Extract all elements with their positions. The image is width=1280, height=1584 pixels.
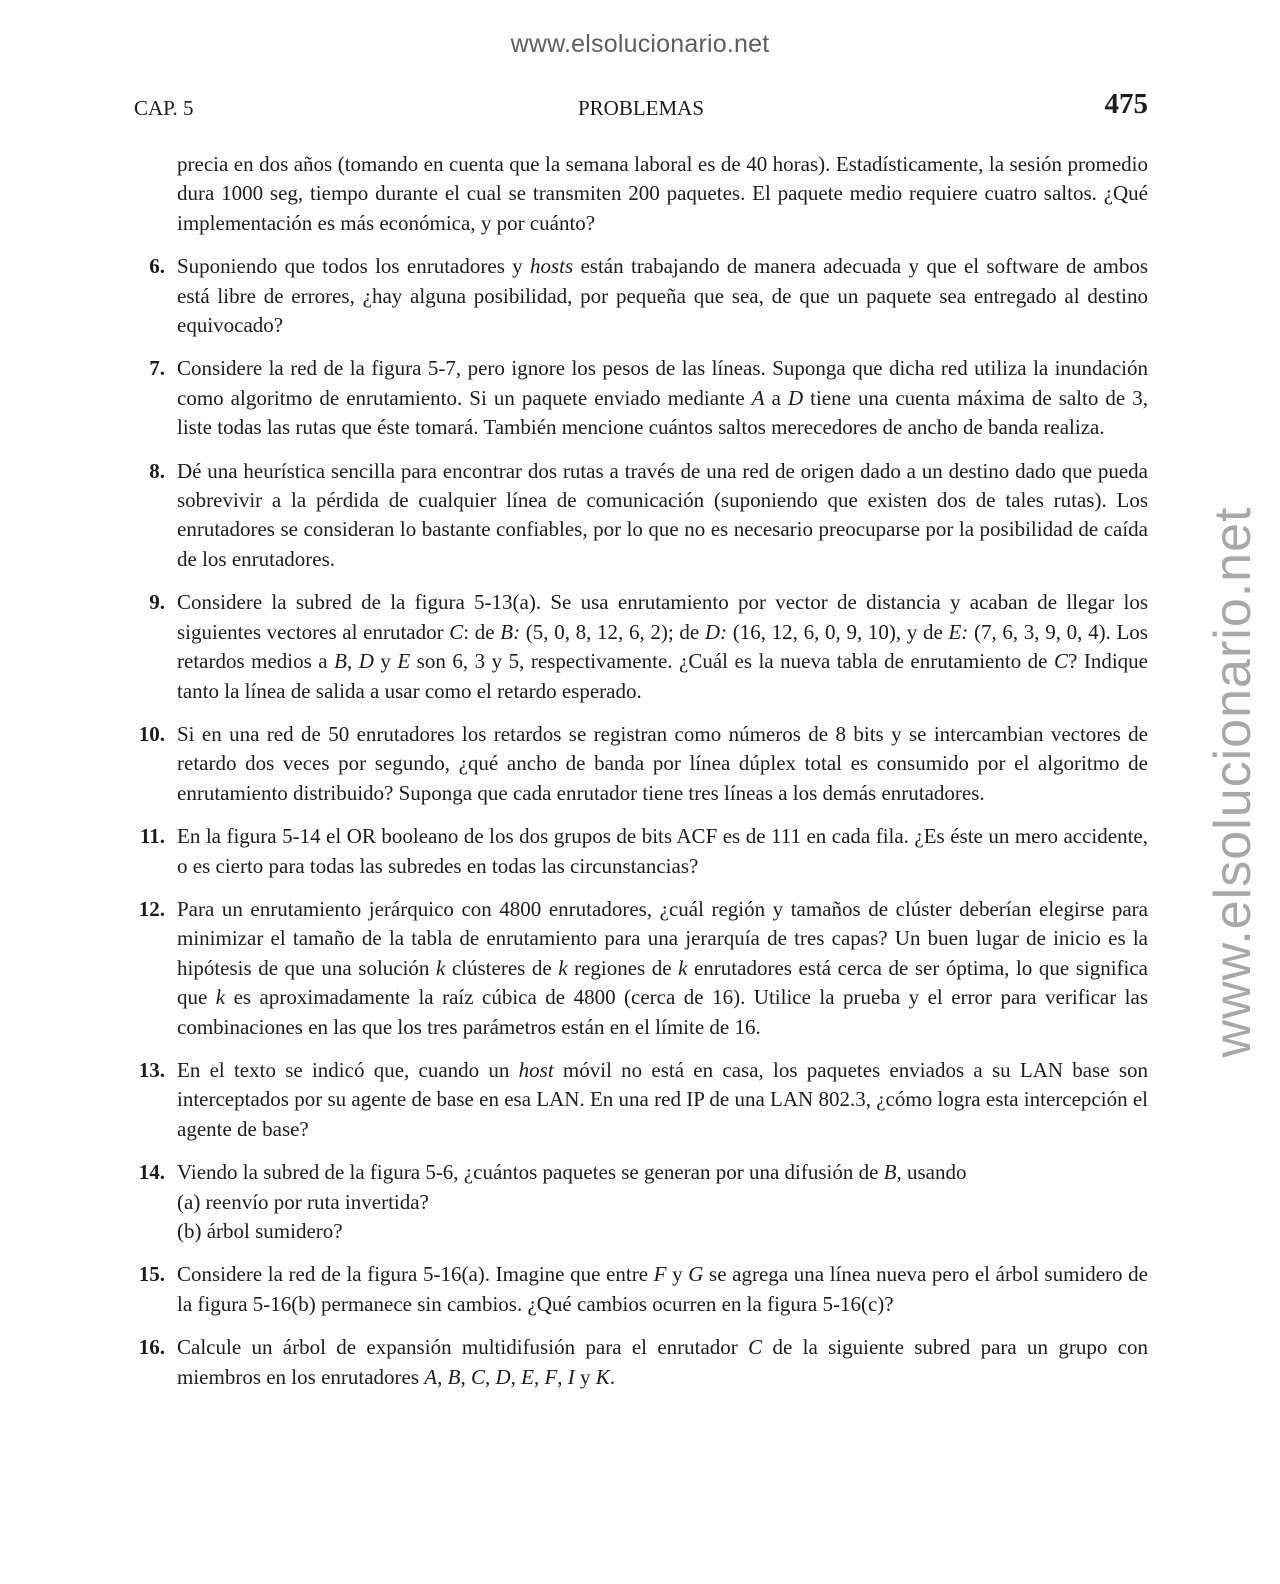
sub-question-a: (a) reenvío por ruta invertida? bbox=[177, 1189, 429, 1214]
problem-number: 15. bbox=[138, 1262, 165, 1287]
problem-number: 12. bbox=[138, 896, 165, 921]
problem-number: 11. bbox=[139, 824, 165, 849]
problem-7 bbox=[134, 354, 1148, 442]
problem-text: En el texto se indicó que, cuando un host móvil no está en casa, los paquetes enviados a su LAN base son interceptados por su agente de base en esa LAN. En una red IP de una LAN 802.3, ¿cómo logra esta intercepción el agente de base? bbox=[177, 1057, 1149, 1141]
problem-text: Considere la red de la figura 5-16(a). Imagine que entre F y G se agrega una línea nueva pero el árbol sumidero de la figura 5-16(b) permanece sin cambios. ¿Qué cambios ocurren en la figura 5-16(c)? bbox=[177, 1262, 1149, 1316]
problem-text: Considere la subred de la figura 5-13(a). Se usa enrutamiento por vector de distancia y acaban de llegar los siguientes vectores al enrutador C: de B: (5, 0, 8, 12, 6, 2); de D: (16, 12, 6, 0, 9, 10), y de E: (7, 6, 3, 9, 0, 4). Los retardos medios a B, D y E son 6, 3 y 5, respectivamente. ¿Cuál es la nueva tabla de enrutamiento de C? Indique tanto la línea de salida a usar como el retardo esperado. bbox=[177, 590, 1148, 703]
page-number: 475 bbox=[1104, 88, 1148, 120]
problem-number: 7. bbox=[149, 356, 165, 381]
problem-text: Para un enrutamiento jerárquico con 4800 enrutadores, ¿cuál región y tamaños de clúster deberían elegirse para minimizar el tamaño de la tabla de enrutamiento para una jerarquía de tres capas? Un buen lugar de inicio es la hipótesis de que una solución k clústeres de k regiones de k enrutadores está cerca de ser óptima, lo que significa que k es aproximadamente la raíz cúbica de 4800 (cerca de 16). Utilice la prueba y el error para verificar las combinaciones en las que los tres parámetros están en el límite de 16. bbox=[177, 896, 1149, 1039]
watermark-side: www.elsolucionario.net bbox=[1204, 506, 1262, 1058]
problem-10 bbox=[134, 720, 1148, 808]
problem-text: En la figura 5-14 el OR booleano de los dos grupos de bits ACF es de 111 en cada fila. ¿Es éste un mero accidente, o es cierto para todas las subredes en todas las circunstancias? bbox=[177, 824, 1148, 878]
problem-number: 8. bbox=[149, 458, 165, 483]
problem-text: Considere la red de la figura 5-7, pero ignore los pesos de las líneas. Suponga que dicha red utiliza la inundación como algoritmo de enrutamiento. Si un paquete enviado mediante A a D tiene una cuenta máxima de salto de 3, liste todas las rutas que éste tomará. También mencione cuántos saltos merecedores de ancho de banda realiza. bbox=[177, 356, 1148, 440]
problem-11 bbox=[134, 822, 1148, 881]
problem-9 bbox=[134, 588, 1148, 706]
problem-text: Viendo la subred de la figura 5-6, ¿cuántos paquetes se generan por una difusión de B, usando bbox=[177, 1160, 967, 1185]
problem-number: 9. bbox=[149, 590, 165, 615]
problem-text: Si en una red de 50 enrutadores los retardos se registran como números de 8 bits y se intercambian vectores de retardo dos veces por segundo, ¿qué ancho de banda por línea dúplex total es consumido por el algoritmo de enrutamiento distribuido? Suponga que cada enrutador tiene tres líneas a los demás enrutadores. bbox=[177, 721, 1148, 805]
problem-text: Dé una heurística sencilla para encontrar dos rutas a través de una red de origen dado a un destino dado que pueda sobrevivir a la pérdida de cualquier línea de comunicación (suponiendo que existen dos de tales rutas). Los enrutadores se consideran lo bastante confiables, por lo que no es necesario preocuparse por la posibilidad de caída de los enrutadores. bbox=[177, 458, 1148, 571]
problem-6 bbox=[134, 252, 1148, 340]
problem-number: 13. bbox=[138, 1057, 165, 1082]
chapter-label: CAP. 5 bbox=[134, 96, 194, 120]
running-head bbox=[134, 88, 1148, 128]
problem-text: Suponiendo que todos los enrutadores y hosts están trabajando de manera adecuada y que el software de ambos está libre de errores, ¿hay alguna posibilidad, por pequeña que sea, de que un paquete sea entregado al destino equivocado? bbox=[177, 254, 1148, 338]
problem-12 bbox=[134, 895, 1148, 1042]
problem-number: 10. bbox=[138, 721, 165, 746]
problem-15 bbox=[134, 1260, 1148, 1319]
section-title: PROBLEMAS bbox=[577, 96, 705, 120]
page-body bbox=[134, 150, 1148, 1406]
problem-number: 14. bbox=[138, 1160, 165, 1185]
problem-8 bbox=[134, 457, 1148, 575]
problem-14 bbox=[134, 1158, 1148, 1246]
problem-16 bbox=[134, 1333, 1148, 1392]
continued-paragraph: precia en dos años (tomando en cuenta que la semana laboral es de 40 horas). Estadísticamente, la sesión promedio dura 1000 seg, tiempo durante el cual se transmiten 200 paquetes. El paquete medio requiere cuatro saltos. ¿Qué implementación es más económica, y por cuánto? bbox=[177, 152, 1148, 235]
problem-13 bbox=[134, 1056, 1148, 1144]
problem-number: 6. bbox=[149, 254, 165, 279]
problem-number: 16. bbox=[138, 1335, 165, 1360]
sub-question-b: (b) árbol sumidero? bbox=[177, 1219, 343, 1243]
problem-text: Calcule un árbol de expansión multidifusión para el enrutador C de la siguiente subred para un grupo con miembros en los enrutadores A, B, C, D, E, F, I y K. bbox=[177, 1335, 1149, 1389]
watermark-top: www.elsolucionario.net bbox=[510, 30, 770, 58]
